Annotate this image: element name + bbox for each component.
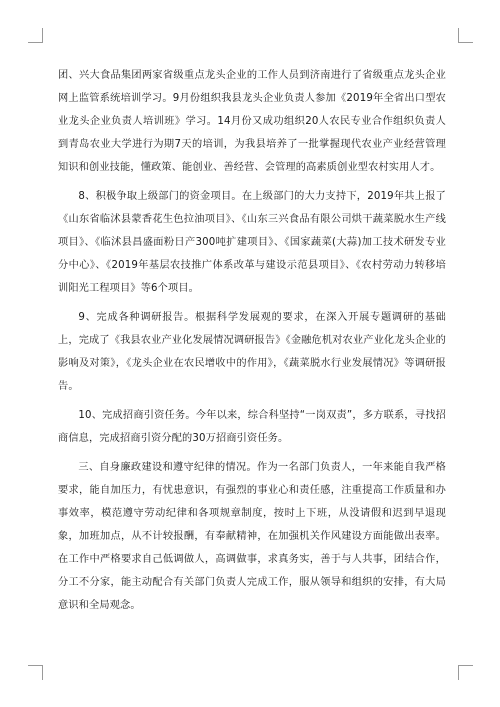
paragraph-item-8: 8、积极争取上级部门的资金项目。在上级部门的大力支持下，2019年共上报了《山东省临沭县蒙香花生色拉油项目》、《山东三兴食品有限公司烘干蔬菜脱水生产线项目》、《临沭县昌盛面粉日产300吨扩建项目》、《国家蔬菜(大蒜)加工技术研发专业分中心》、《2019年基层农技推广体系改革与建设示范县项目》、《农村劳动力转移培训阳光工程项目》等6个项目。 <box>58 191 446 294</box>
paragraph-item-10: 10、完成招商引资任务。今年以来，综合科坚持“一岗双责”，多方联系，寻找招商信息，完成招商引资分配的30万招商引资任务。 <box>58 410 446 444</box>
crop-mark-bottom-left <box>28 665 43 680</box>
paragraph-section-3: 三、自身廉政建设和遵守纪律的情况。作为一名部门负责人，一年来能自我严格要求，能自加压力，有忧患意识，有强烈的事业心和责任感，注重提高工作质量和办事效率，模范遵守劳动纪律和各项规章制度，按时上下班，从没请假和迟到早退现象，加班加点，从不计较报酬，有奉献精神，在加强机关作风建设方面能做出表率。在工作中严格要求自己低调做人，高调做事，求真务实，善于与人共事，团结合作，分工不分家，能主动配合有关部门负责人完成工作，服从领导和组织的安排，有大局意识和全局观念。 <box>58 462 446 611</box>
document-body <box>58 64 446 623</box>
paragraph-continuation: 团、兴大食品集团两家省级重点龙头企业的工作人员到济南进行了省级重点龙头企业网上监管系统培训学习。9月份组织我县龙头企业负责人参加《2019年全省出口型农业龙头企业负责人培训班》学习。14月份又成功组织20人农民专业合作组织负责人到青岛农业大学进行为期7天的培训，为我县培养了一批掌握现代农业产业经营管理知识和创业技能，懂政策、能创业、善经营、会管理的高素质创业型农村实用人才。 <box>58 70 446 173</box>
crop-mark-top-right <box>458 28 473 43</box>
paragraph-item-9: 9、完成各种调研报告。根据科学发展观的要求，在深入开展专题调研的基础上，完成了《我县农业产业化发展情况调研报告》《金融危机对农业产业化龙头企业的影响及对策》，《龙头企业在农民增收中的作用》，《蔬菜脱水行业发展情况》等调研报告。 <box>58 312 446 392</box>
crop-mark-top-left <box>28 28 43 43</box>
crop-mark-bottom-right <box>458 665 473 680</box>
